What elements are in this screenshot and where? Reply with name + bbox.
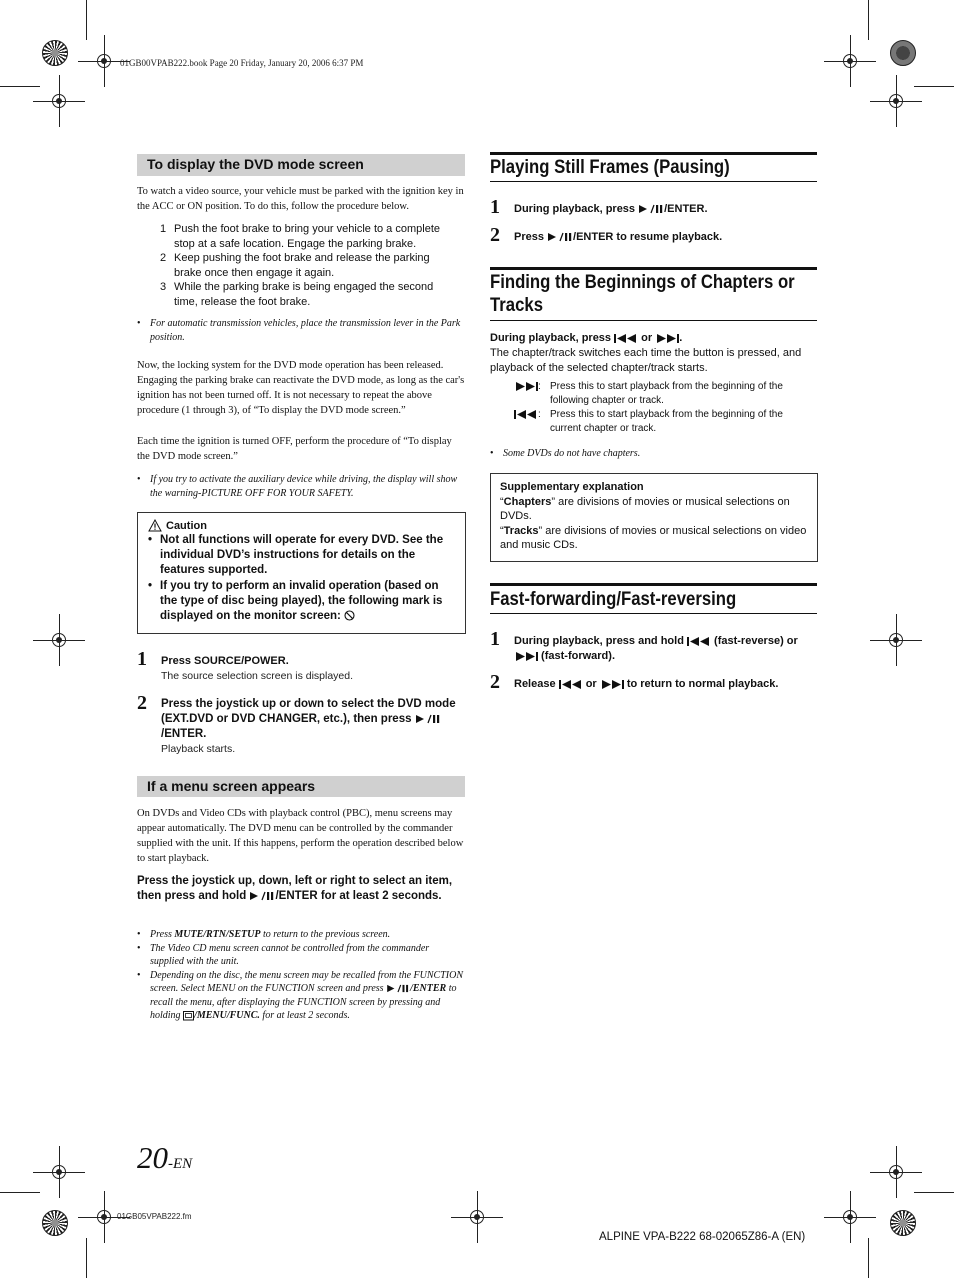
play-pause-icon (415, 714, 441, 724)
warning-icon (148, 519, 162, 532)
text: up, down, left or right to select an item, then press and hold (137, 875, 453, 902)
step-1-result: The source selection screen is displayed. (161, 670, 354, 682)
step-2-content (161, 697, 465, 756)
registration-target-bottom-right (890, 1210, 916, 1236)
note-automatic-transmission (137, 317, 465, 344)
enter-key: /ENTER (275, 890, 318, 902)
text: Press (161, 655, 195, 667)
caution-title: Caution (166, 519, 207, 532)
trim-line (86, 1238, 87, 1278)
text: . (679, 332, 683, 344)
heading-rule-bottom (490, 320, 817, 321)
footer-file: 01GB05VPAB222.fm (117, 1212, 192, 1221)
next-track-description (514, 380, 804, 407)
pause-step-2 (514, 230, 722, 245)
caution-box (137, 512, 466, 634)
section-title-menu-screen: If a menu screen appears (137, 776, 465, 797)
list-item (160, 251, 460, 280)
heading-rule-top (490, 583, 817, 586)
list-item (160, 222, 460, 251)
menu-icon (183, 1011, 194, 1021)
supplementary-chapters: “Chapters” are divisions of movies or musical selections on DVDs. (500, 495, 790, 522)
heading-rule-top (490, 267, 817, 270)
ff-step-number-1: 1 (490, 628, 500, 650)
pause-step-number-1: 1 (490, 196, 500, 218)
step-number: 2 (160, 252, 167, 264)
play-pause-icon (386, 984, 410, 993)
ff-step-1 (514, 634, 814, 664)
note-text: Some DVDs do not have chapters. (503, 448, 641, 459)
text: Depending on the disc, the menu screen may be recalled from the FUNCTION screen. Select MENU on the FUNCTION screen and press (150, 969, 463, 994)
caution-text-2 (160, 579, 455, 624)
text: to return to normal playback. (623, 678, 779, 690)
note-text (150, 969, 465, 1023)
text: Press (150, 929, 175, 940)
note-chapters (490, 447, 810, 461)
prev-track-icon (514, 410, 538, 419)
trim-line (86, 0, 87, 40)
registration-target-top-left (42, 40, 68, 66)
trim-line (868, 0, 869, 40)
play-pause-icon (547, 232, 573, 242)
caution-text: Not all functions will operate for every DVD. See the individual DVD’s instructions for details on the features supported. (160, 534, 444, 576)
trim-line (0, 86, 40, 87)
text: . (203, 728, 207, 740)
prev-track-icon (687, 637, 711, 646)
bullet: • (137, 474, 141, 485)
menu-notes (137, 928, 465, 1023)
caution-heading (148, 519, 455, 532)
heading-rule-bottom (490, 613, 817, 614)
text: Press (514, 231, 548, 243)
step-number: 3 (160, 281, 167, 293)
text: (fast-reverse) or (710, 635, 798, 647)
procedure-list (160, 222, 460, 309)
bullet: • (148, 534, 153, 546)
text: . (285, 655, 289, 667)
note-text (150, 928, 390, 942)
text: up or down to select the DVD mode (EXT.DVD or DVD CHANGER, etc.), then press (161, 698, 456, 725)
list-item (160, 280, 460, 309)
chapters-term: Chapters (503, 495, 552, 508)
menu-paragraph: On DVDs and Video CDs with playback control (PBC), menu screens may appear automatically. The DVD menu can be controlled by the commander supplied with the unit. If this happens, perform the operation described below to start playback. (137, 808, 464, 864)
registration-target-top-right (890, 40, 916, 66)
text: . (704, 203, 708, 215)
file-header: 01GB00VPAB222.book Page 20 Friday, January 20, 2006 6:37 PM (120, 58, 364, 68)
text: for at least 2 seconds. (317, 890, 442, 902)
heading-pausing: Playing Still Frames (Pausing) (490, 157, 730, 178)
next-track-label: : (514, 380, 550, 407)
next-track-icon (600, 680, 624, 689)
bullet: • (137, 942, 141, 954)
note-text: If you try to activate the auxiliary device while driving, the display will show the warning-PICTURE OFF FOR YOUR SAFETY. (150, 474, 458, 499)
prev-track-icon (614, 334, 638, 343)
text: ” are divisions of movies or musical selections on video and music CDs. (500, 524, 807, 551)
list-item (137, 942, 465, 969)
joystick-key: joystick (215, 698, 259, 710)
heading-rule-top (490, 152, 817, 155)
step-text: Push the foot brake to bring your vehicle to a complete stop at a safe location. Engage the parking brake. (174, 223, 440, 250)
trim-line (868, 1238, 869, 1278)
joystick-key: joystick (191, 875, 235, 887)
caution-item (148, 533, 455, 578)
note-text: For automatic transmission vehicles, place the transmission lever in the Park position. (150, 318, 461, 343)
bullet: • (137, 969, 141, 981)
note-text: The Video CD menu screen cannot be controlled from the commander supplied with the unit. (150, 942, 430, 967)
text: or (638, 332, 656, 344)
step-text: Keep pushing the foot brake and release the parking brake once then engage it again. (174, 252, 430, 279)
text: to recall the menu, after displaying the FUNCTION screen by pressing and holding (150, 983, 457, 1021)
caution-text: If you try to perform an invalid operation (based on the type of disc being played), the following mark is displayed on the monitor screen: (160, 580, 443, 622)
play-pause-icon (249, 891, 275, 901)
note-auxiliary-warning (137, 473, 465, 500)
enter-key: /ENTER (410, 983, 447, 994)
bullet: • (137, 318, 141, 329)
prohibited-icon (344, 610, 355, 621)
trim-line (0, 1192, 40, 1193)
supplementary-box (490, 473, 818, 562)
trim-line (914, 1192, 954, 1193)
menu-func-key: /MENU/FUNC. (194, 1010, 260, 1021)
registration-target-bottom-left (42, 1210, 68, 1236)
pause-step-number-2: 2 (490, 224, 500, 246)
supplementary-tracks: “Tracks” are divisions of movies or musical selections on video and music CDs. (500, 524, 807, 551)
page-number-suffix: -EN (168, 1156, 193, 1172)
step-2-instruction (161, 697, 465, 742)
heading-chapters-line-2: Tracks (490, 295, 544, 316)
step-number: 1 (160, 223, 167, 235)
section-title-display-dvd: To display the DVD mode screen (137, 154, 465, 176)
heading-rule-bottom (490, 181, 817, 182)
prev-track-text: Press this to start playback from the beginning of the current chapter or track. (550, 409, 783, 434)
text: ” are divisions of movies or musical selections on DVDs. (500, 495, 790, 522)
text: During playback, press (490, 332, 615, 344)
pause-step-1 (514, 202, 708, 217)
next-track-icon (514, 652, 538, 661)
bullet: • (490, 448, 494, 459)
text: Release (514, 678, 559, 690)
step-1-content (161, 654, 461, 683)
step-number-1: 1 (137, 648, 147, 670)
text: Press the (161, 698, 216, 710)
menu-instruction (137, 874, 457, 904)
chapters-paragraph: The chapter/track switches each time the button is pressed, and playback of the selected chapter/track starts. (490, 347, 802, 374)
heading-chapters-line-1: Finding the Beginnings of Chapters or (490, 272, 795, 293)
text: for at least 2 seconds. (259, 1010, 350, 1021)
text: Press the (137, 875, 192, 887)
footer-model: ALPINE VPA-B222 68-02065Z86-A (EN) (599, 1231, 806, 1243)
ff-step-number-2: 2 (490, 671, 500, 693)
play-pause-icon (638, 204, 664, 214)
chapters-lead (490, 331, 682, 346)
heading-fast-forward: Fast-forwarding/Fast-reversing (490, 589, 737, 610)
page-number-value: 20 (137, 1140, 168, 1175)
prev-track-description (514, 408, 804, 435)
next-track-icon (514, 382, 538, 391)
next-track-icon (655, 334, 679, 343)
text: to resume playback. (613, 231, 723, 243)
list-item (137, 928, 465, 942)
tracks-term: Tracks (503, 524, 539, 537)
prev-track-label: : (514, 408, 550, 435)
source-power-key: SOURCE/POWER (194, 655, 286, 667)
mute-rtn-setup-key: MUTE/RTN/SETUP (174, 929, 261, 940)
step-1-instruction (161, 654, 461, 669)
trim-line (914, 86, 954, 87)
text: (fast-forward). (538, 650, 615, 662)
enter-key: /ENTER (161, 728, 204, 740)
step-2-result: Playback starts. (161, 743, 236, 755)
caution-item (148, 579, 455, 624)
ff-step-2 (514, 677, 814, 692)
text: During playback, press (514, 203, 639, 215)
text: During playback, press and hold (514, 635, 687, 647)
enter-key: /ENTER (664, 203, 705, 215)
step-text: While the parking brake is being engaged the second time, release the foot brake. (174, 281, 434, 308)
step-number-2: 2 (137, 692, 147, 714)
locking-paragraph: Now, the locking system for the DVD mode operation has been released. Engaging the parking brake can reactivate the DVD mode, as long as the car's ignition has not been turned off. It is not necessary to repeat the above procedure (1 through 3), of “To display the DVD mode screen.” (137, 360, 465, 416)
bullet: • (148, 580, 153, 592)
bullet: • (137, 929, 141, 940)
list-item (137, 969, 465, 1023)
text: or (582, 678, 600, 690)
page-number (137, 1140, 192, 1176)
prev-track-icon (559, 680, 583, 689)
enter-key: /ENTER (573, 231, 614, 243)
ignition-paragraph: Each time the ignition is turned OFF, perform the procedure of “To display the DVD mode screen.” (137, 436, 452, 462)
intro-paragraph: To watch a video source, your vehicle must be parked with the ignition key in the ACC or ON position. To do this, follow the procedure below. (137, 186, 464, 212)
text: to return to the previous screen. (260, 929, 391, 940)
supplementary-title: Supplementary explanation (500, 481, 644, 493)
next-track-text: Press this to start playback from the beginning of the following chapter or track. (550, 381, 783, 406)
